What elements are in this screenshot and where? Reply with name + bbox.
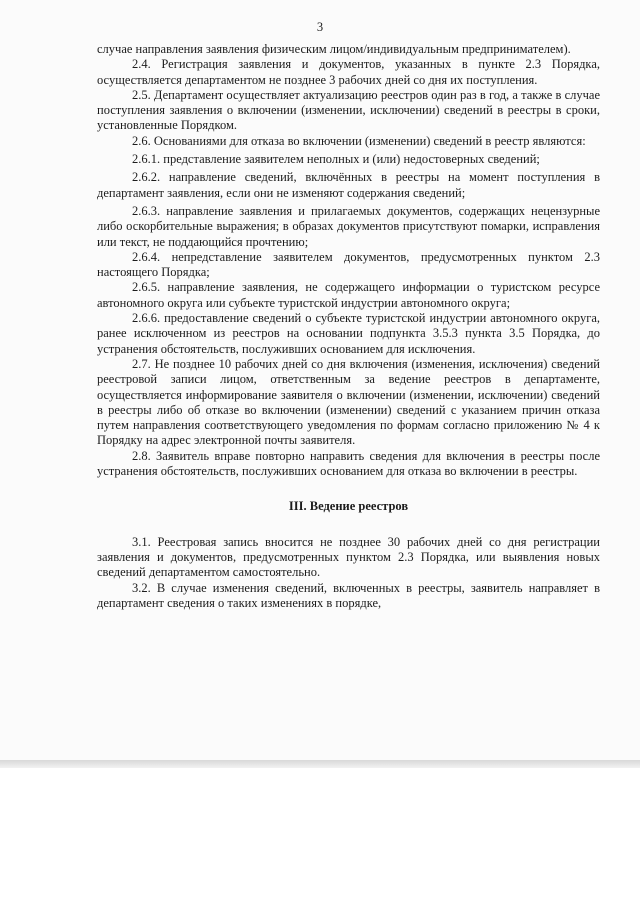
paragraph-2-8: 2.8. Заявитель вправе повторно направить сведения для включения в реестры после устранения обстоятельств, послуживших основанием для отказа во включении в реестры. bbox=[97, 448, 600, 479]
section-heading: III. Ведение реестров bbox=[288, 499, 409, 514]
page-edge-shadow bbox=[0, 760, 640, 768]
paragraph-2-6-2: 2.6.2. направление сведений, включённых в реестры на момент поступления в департамент заявления, если они не изменяют содержания сведений; bbox=[97, 170, 600, 200]
paragraph-continuation: случае направления заявления физическим лицом/индивидуальным предпринимателем). bbox=[97, 42, 571, 56]
paragraph-3-2: 3.2. В случае изменения сведений, включенных в реестры, заявитель направляет в департамент сведения о таких изменениях в порядке, bbox=[97, 580, 600, 610]
paragraph-2-4: 2.4. Регистрация заявления и документов, указанных в пункте 2.3 Порядка, осуществляется департаментом не позднее 3 рабочих дней со дня их поступления. bbox=[97, 57, 600, 87]
paragraph-2-6: 2.6. Основаниями для отказа во включении (изменении) сведений в реестр являются: bbox=[132, 133, 586, 148]
paragraph-2-7: 2.7. Не позднее 10 рабочих дней со дня включения (изменения, исключения) сведений реестровой записи лицом, ответственным за ведение реестров в департаменте, осуществляется информирование заявителя о включении (изменении, исключении) сведений в реестры либо об отказе во включении (изменении) сведений с указанием причин отказа путем направления соответствующего уведомления по формам согласно приложению № 4 к Порядку на адрес электронной почты заявителя. bbox=[97, 356, 600, 448]
document-body bbox=[97, 42, 600, 611]
paragraph-2-6-6: 2.6.6. предоставление сведений о субъекте туристской индустрии автономного округа, ранее исключенном из реестров на основании подпункта 3.5.3 пункта 3.5 Порядка, до устранения обстоятельств, послуживших основанием для исключения. bbox=[97, 311, 600, 356]
paragraph-2-5: 2.5. Департамент осуществляет актуализацию реестров один раз в год, а также в случае поступления заявления о включении (изменении, исключении) сведений в реестры в сроки, установленные Порядком. bbox=[97, 87, 600, 133]
paragraph-3-1: 3.1. Реестровая запись вносится не позднее 30 рабочих дней со дня регистрации заявления и документов, предусмотренных пунктом 2.3 Порядка, или выявления новых сведений департаментом самостоятельно. bbox=[97, 534, 600, 580]
paragraph-2-6-4: 2.6.4. непредставление заявителем документов, предусмотренных пунктом 2.3 настоящего Порядка; bbox=[97, 249, 600, 280]
page-number: 3 bbox=[316, 20, 324, 34]
paragraph-2-6-1: 2.6.1. представление заявителем неполных и (или) недостоверных сведений; bbox=[132, 152, 540, 167]
paragraph-2-6-3: 2.6.3. направление заявления и прилагаемых документов, содержащих нецензурные либо оскорбительные выражения; в образах документов присутствуют помарки, исправления или текст, не поддающийся прочтению; bbox=[97, 203, 600, 249]
paragraph-2-6-5: 2.6.5. направление заявления, не содержащего информации о туристском ресурсе автономного округа или субъекте туристской индустрии автономного округа; bbox=[97, 280, 600, 310]
